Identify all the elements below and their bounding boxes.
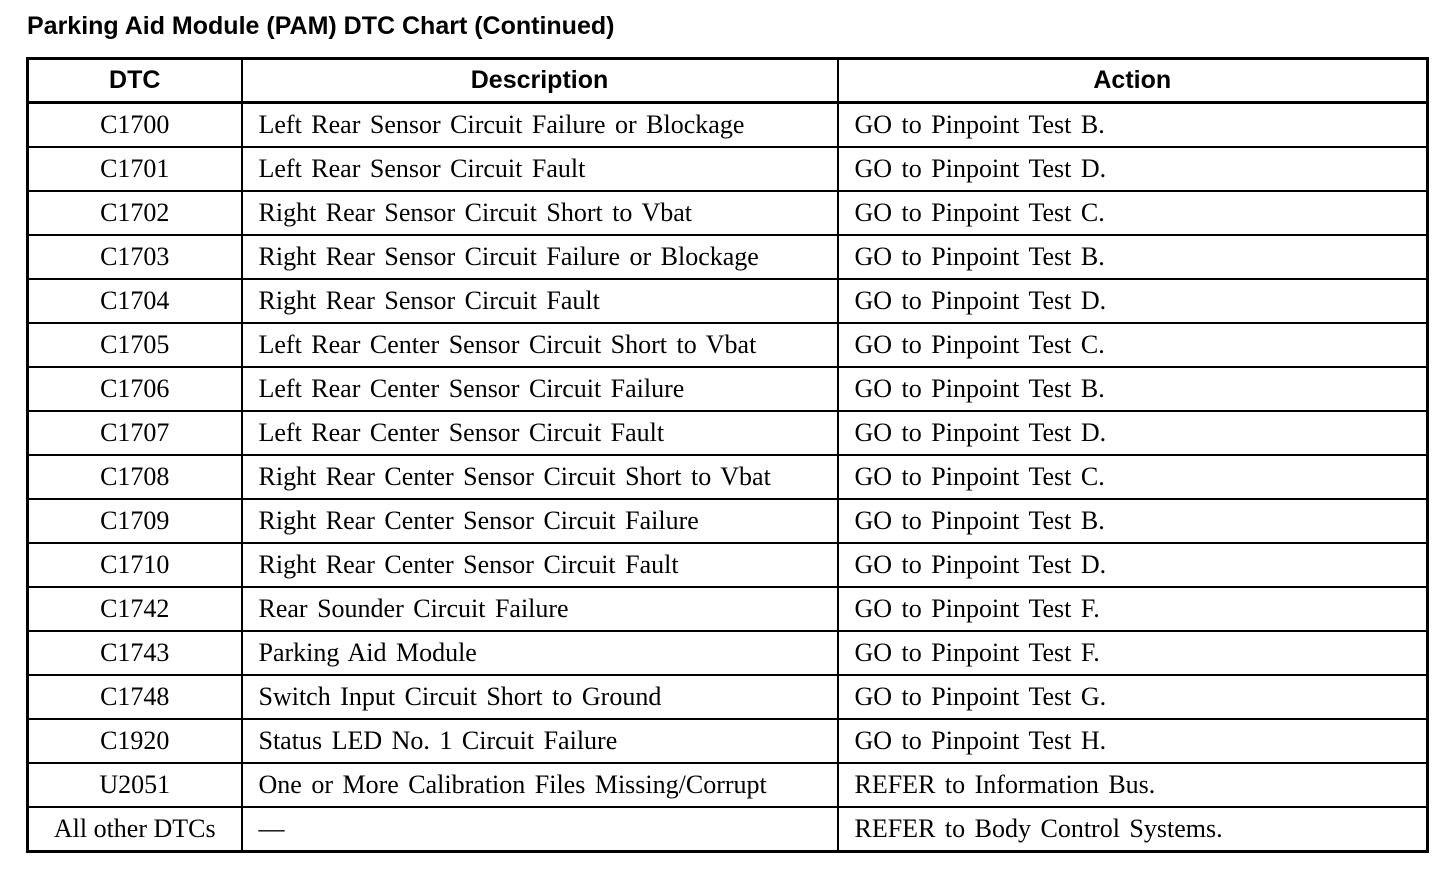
table-row [28,191,1428,235]
column-header-dtc: DTC [28,59,242,103]
description-cell: Right Rear Center Sensor Circuit Fault [242,543,838,587]
action-cell: GO to Pinpoint Test C. [838,455,1428,499]
table-row [28,147,1428,191]
action-cell: GO to Pinpoint Test F. [838,587,1428,631]
action-cell: GO to Pinpoint Test C. [838,323,1428,367]
description-cell: Status LED No. 1 Circuit Failure [242,719,838,763]
description-cell: Right Rear Sensor Circuit Short to Vbat [242,191,838,235]
description-cell: — [242,807,838,852]
action-cell: GO to Pinpoint Test D. [838,411,1428,455]
table-row [28,719,1428,763]
action-cell: GO to Pinpoint Test D. [838,543,1428,587]
dtc-cell: U2051 [28,763,242,807]
action-cell: GO to Pinpoint Test D. [838,147,1428,191]
action-cell: GO to Pinpoint Test B. [838,367,1428,411]
action-cell: GO to Pinpoint Test D. [838,279,1428,323]
dtc-cell: C1748 [28,675,242,719]
description-cell: Rear Sounder Circuit Failure [242,587,838,631]
description-cell: Switch Input Circuit Short to Ground [242,675,838,719]
dtc-cell: C1707 [28,411,242,455]
action-cell: GO to Pinpoint Test H. [838,719,1428,763]
dtc-cell: C1920 [28,719,242,763]
description-cell: One or More Calibration Files Missing/Corrupt [242,763,838,807]
dtc-table [26,57,1429,853]
dtc-cell: C1705 [28,323,242,367]
table-row [28,279,1428,323]
dtc-cell: C1702 [28,191,242,235]
action-cell: GO to Pinpoint Test B. [838,499,1428,543]
description-cell: Right Rear Sensor Circuit Failure or Blockage [242,235,838,279]
dtc-cell: C1743 [28,631,242,675]
action-cell: GO to Pinpoint Test B. [838,103,1428,148]
dtc-cell: C1708 [28,455,242,499]
table-row [28,543,1428,587]
table-row [28,323,1428,367]
table-body [28,103,1428,852]
table-row [28,367,1428,411]
table-row [28,631,1428,675]
dtc-cell: C1709 [28,499,242,543]
description-cell: Parking Aid Module [242,631,838,675]
dtc-cell: C1701 [28,147,242,191]
action-cell: GO to Pinpoint Test C. [838,191,1428,235]
description-cell: Left Rear Center Sensor Circuit Short to Vbat [242,323,838,367]
dtc-cell: C1704 [28,279,242,323]
page-title: Parking Aid Module (PAM) DTC Chart (Continued) [27,12,615,40]
table-row [28,763,1428,807]
table-row [28,455,1428,499]
action-cell: REFER to Information Bus. [838,763,1428,807]
description-cell: Left Rear Center Sensor Circuit Fault [242,411,838,455]
description-cell: Left Rear Sensor Circuit Failure or Blockage [242,103,838,148]
description-cell: Right Rear Sensor Circuit Fault [242,279,838,323]
table-header-row [28,59,1428,103]
table-row [28,675,1428,719]
action-cell: GO to Pinpoint Test G. [838,675,1428,719]
column-header-action: Action [838,59,1428,103]
table-row [28,499,1428,543]
table-row [28,587,1428,631]
action-cell: GO to Pinpoint Test F. [838,631,1428,675]
description-cell: Right Rear Center Sensor Circuit Short to Vbat [242,455,838,499]
description-cell: Left Rear Sensor Circuit Fault [242,147,838,191]
dtc-cell: C1706 [28,367,242,411]
action-cell: GO to Pinpoint Test B. [838,235,1428,279]
dtc-cell: C1703 [28,235,242,279]
description-cell: Right Rear Center Sensor Circuit Failure [242,499,838,543]
dtc-cell: All other DTCs [28,807,242,852]
table-row [28,807,1428,852]
action-cell: REFER to Body Control Systems. [838,807,1428,852]
table-row [28,235,1428,279]
dtc-cell: C1742 [28,587,242,631]
dtc-cell: C1710 [28,543,242,587]
table-row [28,411,1428,455]
dtc-cell: C1700 [28,103,242,148]
column-header-description: Description [242,59,838,103]
table-row [28,103,1428,148]
description-cell: Left Rear Center Sensor Circuit Failure [242,367,838,411]
